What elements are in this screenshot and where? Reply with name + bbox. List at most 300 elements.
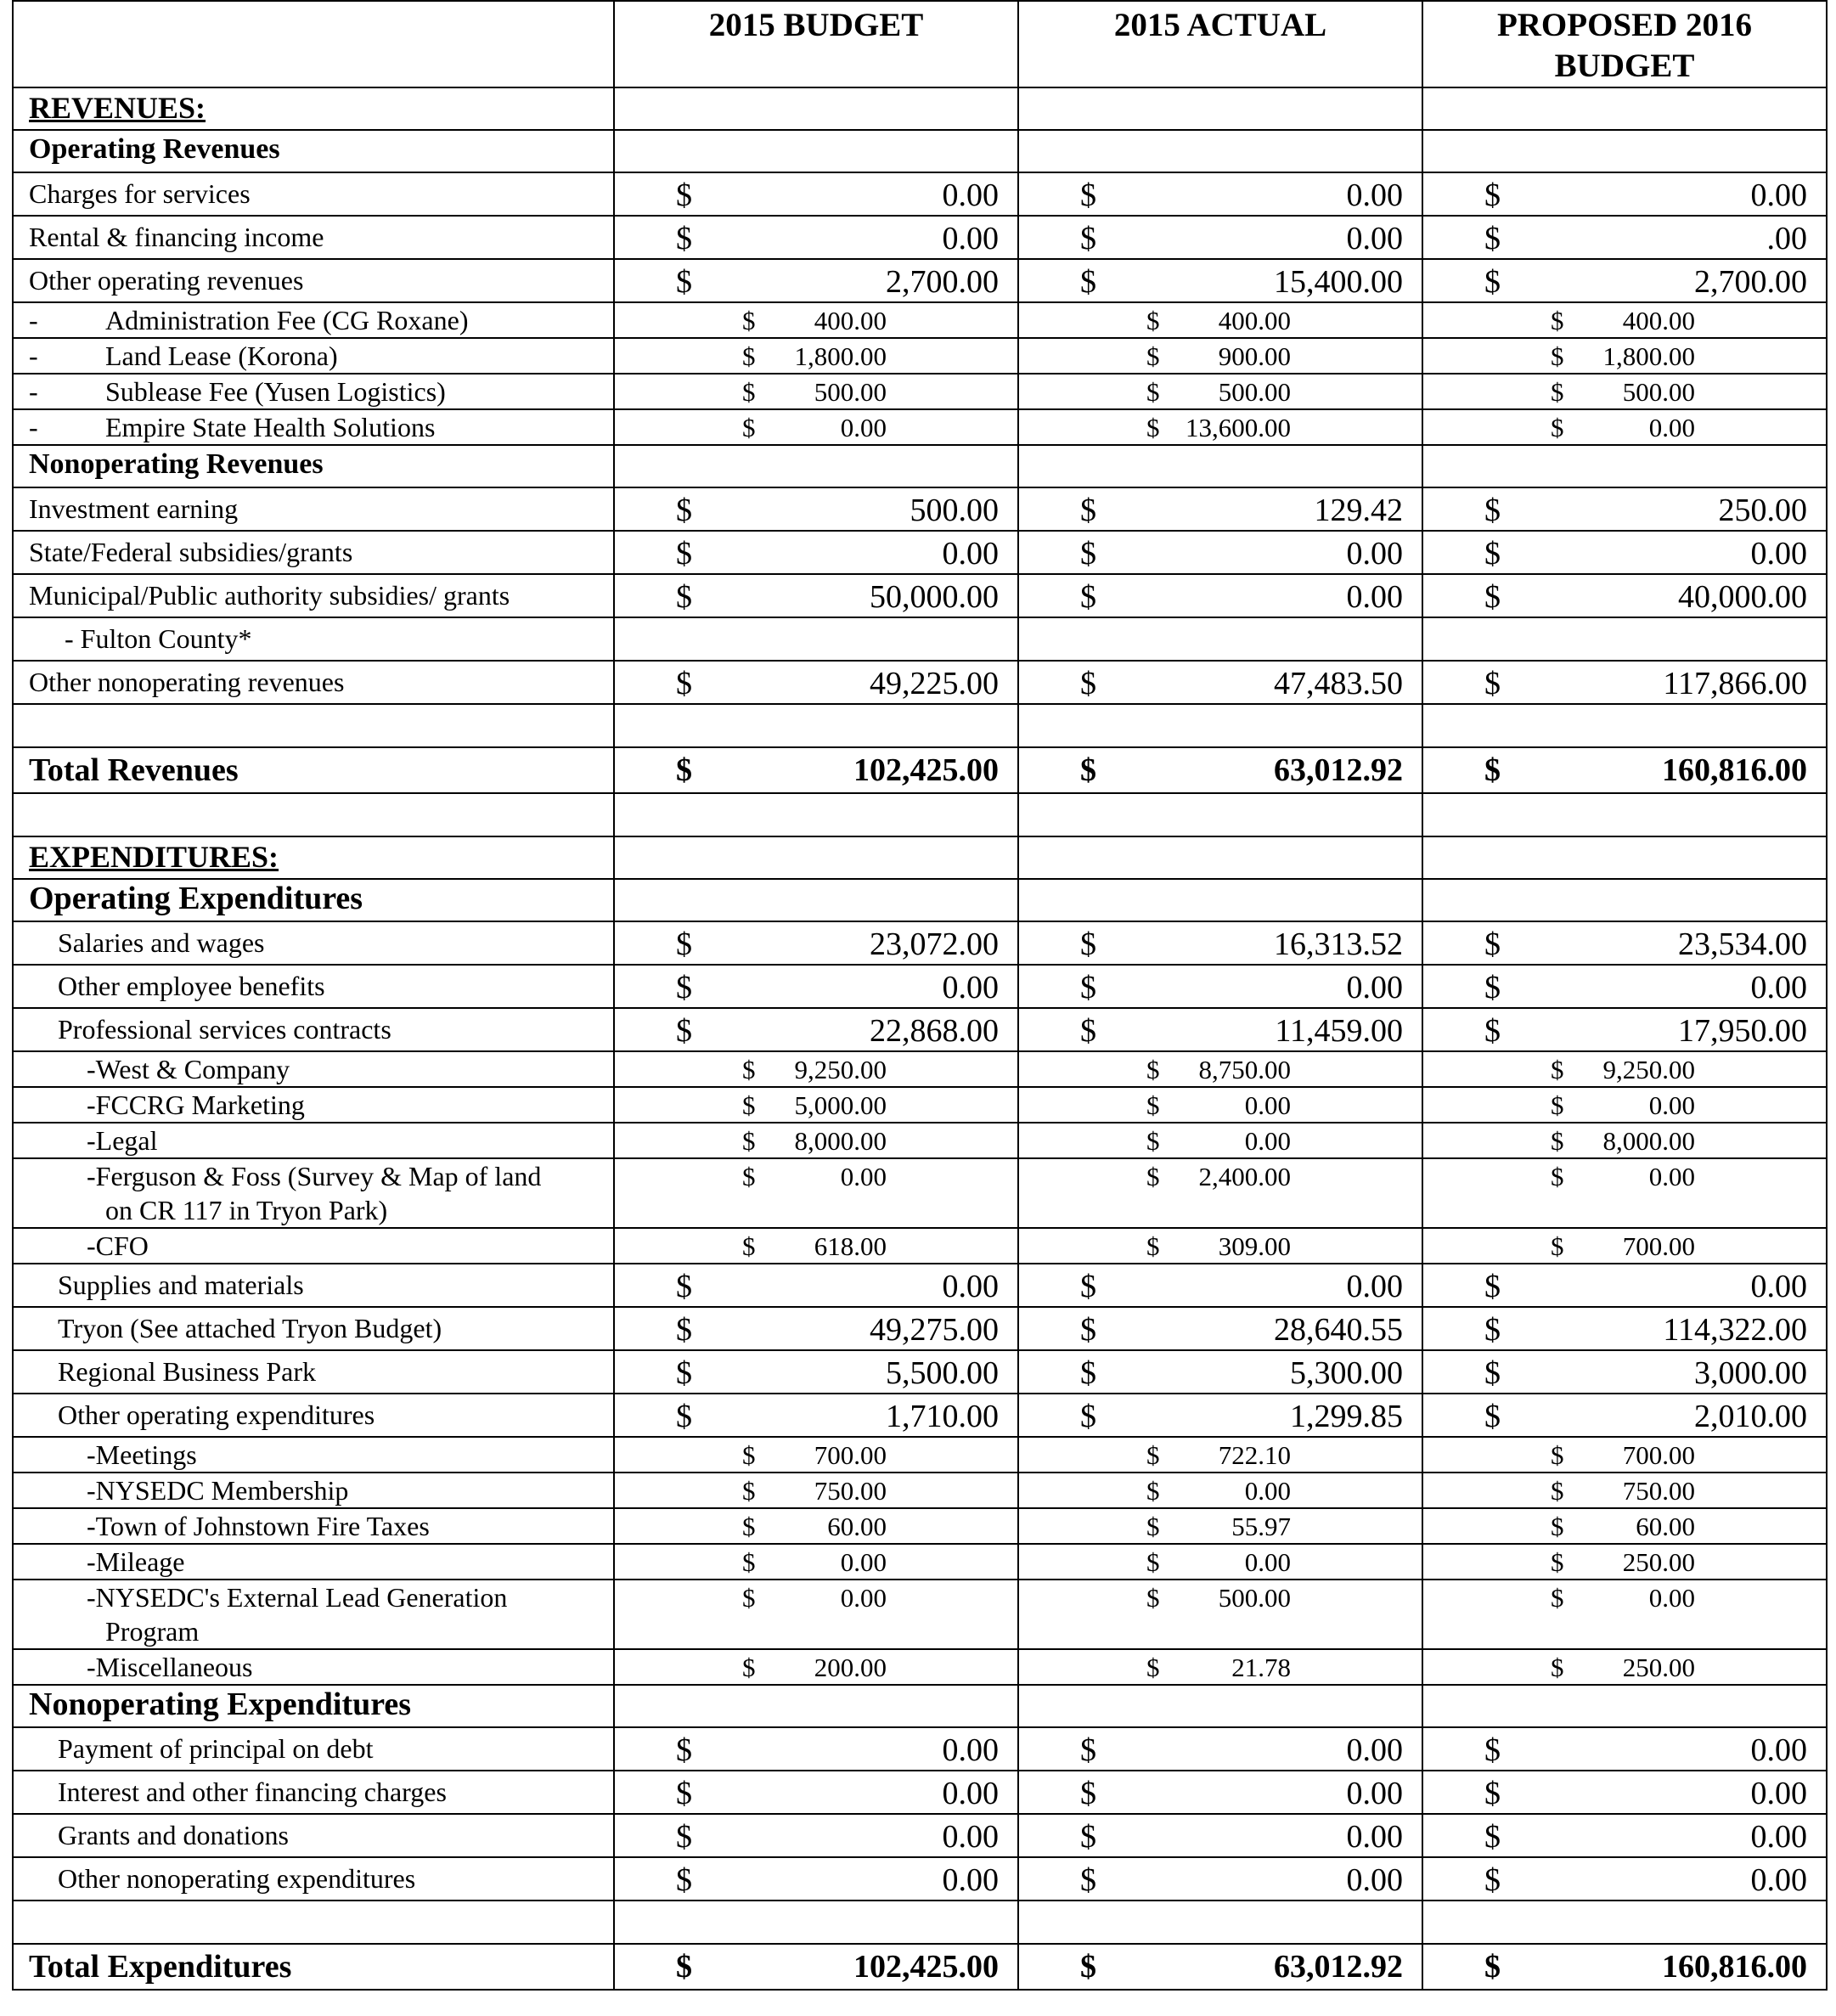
sub-item-text: Administration Fee (CG Roxane) [105, 305, 469, 335]
amount: 0.00 [1750, 1269, 1807, 1304]
value [615, 1354, 1017, 1392]
budget-table-body [13, 1, 1827, 1990]
line-item-row [13, 1814, 1827, 1857]
empty-cell [1018, 130, 1422, 172]
empty-cell [614, 836, 1018, 879]
amount: 0.00 [1244, 1476, 1291, 1506]
header-proposed-2016-text: PROPOSED 2016 BUDGET [1496, 7, 1753, 84]
expenditures-title-row [13, 836, 1827, 879]
value-cell [1018, 1394, 1422, 1437]
value-cell [1018, 374, 1422, 409]
value [615, 492, 1017, 529]
currency-symbol: $ [1146, 1583, 1160, 1613]
amount: 8,750.00 [1198, 1055, 1291, 1084]
amount: 22,868.00 [870, 1013, 999, 1049]
value [1423, 1732, 1826, 1769]
value-cell [614, 1123, 1018, 1158]
line-item-label-cell [13, 1307, 614, 1350]
value [615, 665, 1017, 702]
value [615, 1125, 1017, 1157]
line-item-label: Other nonoperating revenues [29, 667, 345, 697]
value-cell [1422, 531, 1827, 574]
currency-symbol: $ [676, 752, 692, 788]
currency-symbol: $ [1551, 1547, 1564, 1577]
amount: 1,299.85 [1290, 1399, 1403, 1434]
sub-item-label [29, 1159, 613, 1227]
value-cell [614, 1008, 1018, 1051]
value [1423, 1012, 1826, 1050]
line-item-row [13, 1264, 1827, 1307]
amount: 0.00 [1750, 177, 1807, 213]
line-item-row [13, 259, 1827, 302]
sub-item-label-cell [13, 302, 614, 338]
value [1019, 376, 1422, 408]
value [1423, 1230, 1826, 1263]
operating-expenditures-title: Operating Expenditures [29, 881, 363, 916]
amount: 750.00 [1622, 1476, 1695, 1506]
value-cell [1422, 1944, 1827, 1990]
value [615, 1311, 1017, 1349]
value [1423, 535, 1826, 572]
value-cell [1422, 487, 1827, 531]
empty-cell [1422, 1685, 1827, 1727]
amount: 102,425.00 [853, 752, 999, 788]
value-cell [614, 1580, 1018, 1649]
dash-marker: - [29, 341, 38, 371]
sub-item-label: -CFO [87, 1230, 149, 1261]
currency-symbol: $ [676, 1399, 692, 1434]
currency-symbol: $ [676, 1776, 692, 1811]
amount: 114,322.00 [1663, 1312, 1807, 1348]
value [1423, 926, 1826, 963]
amount: 0.00 [942, 536, 999, 572]
sub-item-row [13, 1544, 1827, 1580]
value [1423, 1398, 1826, 1435]
value [615, 1582, 1017, 1614]
value [615, 926, 1017, 963]
value [615, 1818, 1017, 1856]
header-2015-budget-text: 2015 BUDGET [708, 7, 924, 43]
currency-symbol: $ [1080, 1312, 1096, 1348]
empty-cell [1422, 445, 1827, 487]
value [615, 1652, 1017, 1684]
currency-symbol: $ [742, 1090, 756, 1120]
empty-cell [614, 1685, 1018, 1727]
value [1423, 1090, 1826, 1122]
value [1019, 1311, 1422, 1349]
amount: 16,313.52 [1274, 926, 1403, 962]
currency-symbol: $ [742, 377, 756, 407]
currency-symbol: $ [1484, 493, 1501, 528]
revenues-title-cell [13, 87, 614, 130]
value [615, 305, 1017, 337]
sub-item-text: Land Lease (Korona) [105, 341, 338, 371]
sub-item-row [13, 374, 1827, 409]
value-cell [1018, 172, 1422, 216]
sub-item-row [13, 1508, 1827, 1544]
value [1019, 412, 1422, 444]
value [615, 1511, 1017, 1543]
value-cell [1018, 216, 1422, 259]
value [1423, 1125, 1826, 1157]
currency-symbol: $ [1080, 579, 1096, 615]
value-cell [614, 1473, 1018, 1508]
amount: 500.00 [814, 377, 887, 407]
amount: 60.00 [1636, 1512, 1695, 1541]
budget-table [12, 0, 1828, 1991]
empty-cell [1422, 1901, 1827, 1944]
currency-symbol: $ [1146, 1547, 1160, 1577]
currency-symbol: $ [1146, 1090, 1160, 1120]
value [1019, 220, 1422, 257]
empty-cell [1422, 793, 1827, 836]
line-item-label-cell [13, 487, 614, 531]
value-cell [614, 1814, 1018, 1857]
total-expenditures-row [13, 1944, 1827, 1990]
value-cell [1422, 1814, 1827, 1857]
value [615, 177, 1017, 214]
value-cell [614, 1649, 1018, 1685]
empty-cell [1018, 1685, 1422, 1727]
value [1423, 1475, 1826, 1507]
currency-symbol: $ [1080, 1355, 1096, 1391]
amount: 900.00 [1218, 341, 1291, 371]
currency-symbol: $ [742, 1653, 756, 1682]
empty-cell [1422, 704, 1827, 747]
value-cell [1018, 1771, 1422, 1814]
value [615, 1161, 1017, 1193]
currency-symbol: $ [1551, 413, 1564, 442]
currency-symbol: $ [1484, 1399, 1501, 1434]
value-cell [1422, 172, 1827, 216]
nonoperating-revenues-title: Nonoperating Revenues [29, 448, 324, 480]
amount: 8,000.00 [794, 1126, 887, 1156]
value-cell [1422, 1264, 1827, 1307]
line-item-label-cell [13, 531, 614, 574]
sub-item-label [29, 1580, 613, 1648]
currency-symbol: $ [676, 536, 692, 572]
currency-symbol: $ [1146, 1126, 1160, 1156]
value-cell [614, 1771, 1018, 1814]
blank-cell [13, 1901, 614, 1944]
amount: 1,800.00 [794, 341, 887, 371]
amount: 0.00 [942, 1819, 999, 1855]
amount: 0.00 [1244, 1126, 1291, 1156]
value [1423, 1946, 1826, 1987]
currency-symbol: $ [1484, 1355, 1501, 1391]
value-cell [614, 374, 1018, 409]
value-cell [1018, 747, 1422, 793]
sub-item-label-cell [13, 1228, 614, 1264]
value [1019, 1090, 1422, 1122]
value-cell [1018, 1727, 1422, 1771]
value [1019, 1354, 1422, 1392]
amount: 0.00 [1346, 579, 1403, 615]
value [615, 1398, 1017, 1435]
value-cell [1422, 1580, 1827, 1649]
sub-item-label-line2: on CR 117 in Tryon Park) [105, 1195, 388, 1225]
amount: 0.00 [942, 1269, 999, 1304]
value [1019, 1054, 1422, 1086]
operating-revenues-title: Operating Revenues [29, 133, 280, 165]
value-cell [1422, 747, 1827, 793]
amount: 40,000.00 [1678, 579, 1807, 615]
value-cell [1018, 1814, 1422, 1857]
line-item-row [13, 1350, 1827, 1394]
sub-item-row [13, 1228, 1827, 1264]
currency-symbol: $ [1484, 1862, 1501, 1898]
value [1423, 969, 1826, 1006]
value-cell [614, 574, 1018, 617]
value-cell [614, 216, 1018, 259]
total-expenditures-label: Total Expenditures [29, 1949, 292, 1985]
value [1423, 492, 1826, 529]
line-item-label: Regional Business Park [58, 1356, 316, 1387]
sub-item-label-cell [13, 1123, 614, 1158]
value-cell [1018, 1264, 1422, 1307]
value [1019, 535, 1422, 572]
line-item-label-cell [13, 1771, 614, 1814]
line-item-label: Payment of principal on debt [58, 1733, 374, 1764]
currency-symbol: $ [1484, 970, 1501, 1005]
currency-symbol: $ [1146, 1512, 1160, 1541]
currency-symbol: $ [742, 1512, 756, 1541]
line-item-row [13, 921, 1827, 965]
value [1019, 1125, 1422, 1157]
line-item-label: Other operating revenues [29, 265, 304, 296]
currency-symbol: $ [676, 264, 692, 300]
line-item-label-cell [13, 661, 614, 704]
value-cell [614, 1437, 1018, 1473]
value-cell [1018, 965, 1422, 1008]
value [1019, 1439, 1422, 1472]
sub-item-text: Empire State Health Solutions [105, 412, 436, 442]
header-row [13, 1, 1827, 87]
currency-symbol: $ [1484, 177, 1501, 213]
line-item-row [13, 1008, 1827, 1051]
amount: 129.42 [1314, 493, 1403, 528]
amount: 500.00 [910, 493, 999, 528]
amount: 0.00 [1648, 1162, 1695, 1191]
currency-symbol: $ [1146, 1440, 1160, 1470]
value-cell [614, 747, 1018, 793]
value-cell [1422, 921, 1827, 965]
currency-symbol: $ [676, 926, 692, 962]
amount: 700.00 [1622, 1440, 1695, 1470]
amount: .00 [1766, 221, 1807, 256]
currency-symbol: $ [1484, 221, 1501, 256]
currency-symbol: $ [742, 341, 756, 371]
sub-item-label [14, 303, 613, 337]
amount: 0.00 [840, 1583, 887, 1613]
amount: 17,950.00 [1678, 1013, 1807, 1049]
currency-symbol: $ [1080, 1732, 1096, 1768]
amount: 49,225.00 [870, 666, 999, 701]
value [1019, 341, 1422, 373]
currency-symbol: $ [676, 493, 692, 528]
value [615, 1090, 1017, 1122]
empty-cell [1422, 617, 1827, 661]
amount: 0.00 [942, 970, 999, 1005]
amount: 500.00 [1218, 377, 1291, 407]
currency-symbol: $ [1551, 1162, 1564, 1191]
currency-symbol: $ [676, 221, 692, 256]
currency-symbol: $ [1484, 1819, 1501, 1855]
value [1423, 750, 1826, 791]
value-cell [1018, 1228, 1422, 1264]
sub-item-row [13, 1437, 1827, 1473]
currency-symbol: $ [1484, 926, 1501, 962]
value-cell [1018, 661, 1422, 704]
currency-symbol: $ [1080, 221, 1096, 256]
line-item-row [13, 1857, 1827, 1901]
total-revenues-row [13, 747, 1827, 793]
currency-symbol: $ [1551, 1126, 1564, 1156]
currency-symbol: $ [1551, 1231, 1564, 1261]
amount: 0.00 [942, 1732, 999, 1768]
amount: 23,534.00 [1678, 926, 1807, 962]
amount: 0.00 [942, 1862, 999, 1898]
value [1019, 1268, 1422, 1305]
value [1019, 177, 1422, 214]
value-cell [1018, 1437, 1422, 1473]
amount: 0.00 [1750, 1732, 1807, 1768]
line-item-label-cell [13, 1264, 614, 1307]
header-2015-budget [614, 1, 1018, 87]
blank-row [13, 1901, 1827, 1944]
amount: 21.78 [1231, 1653, 1291, 1682]
value [1019, 1946, 1422, 1987]
value-cell [1422, 259, 1827, 302]
value-cell [1422, 1394, 1827, 1437]
header-2015-actual-text: 2015 ACTUAL [1113, 7, 1327, 43]
currency-symbol: $ [1080, 1949, 1096, 1985]
currency-symbol: $ [1146, 1231, 1160, 1261]
line-item-label: Other nonoperating expenditures [58, 1863, 416, 1894]
value-cell [614, 302, 1018, 338]
operating-revenues-title-cell [13, 130, 614, 172]
value [1423, 1652, 1826, 1684]
value [615, 1775, 1017, 1812]
value-cell [1018, 1123, 1422, 1158]
empty-cell [1018, 879, 1422, 921]
sub-item-label-cell [13, 1437, 614, 1473]
empty-cell [614, 130, 1018, 172]
value-cell [1422, 338, 1827, 374]
sub-item-label-cell [13, 409, 614, 445]
sub-item-label-cell [13, 1544, 614, 1580]
currency-symbol: $ [676, 1732, 692, 1768]
line-item-row [13, 1771, 1827, 1814]
currency-symbol: $ [742, 306, 756, 335]
sub-item-row [13, 409, 1827, 445]
blank-cell [13, 704, 614, 747]
value-cell [1018, 1307, 1422, 1350]
currency-symbol: $ [1484, 579, 1501, 615]
value [1423, 220, 1826, 257]
value [1019, 1161, 1422, 1193]
value-cell [614, 1857, 1018, 1901]
value [615, 1861, 1017, 1899]
operating-expenditures-title-row [13, 879, 1827, 921]
value-cell [1018, 1350, 1422, 1394]
currency-symbol: $ [676, 1819, 692, 1855]
line-item-label: Other employee benefits [58, 971, 325, 1001]
currency-symbol: $ [742, 1231, 756, 1261]
sub-item-label-cell [13, 1649, 614, 1685]
amount: 0.00 [1346, 536, 1403, 572]
amount: 15,400.00 [1274, 264, 1403, 300]
value-cell [1018, 1857, 1422, 1901]
value-cell [1422, 1228, 1827, 1264]
sub-item-label: -West & Company [87, 1054, 290, 1084]
line-item-label-cell [13, 921, 614, 965]
sub-item-label-cell [13, 1508, 614, 1544]
value-cell [1018, 1087, 1422, 1123]
value [615, 1012, 1017, 1050]
sub-item-label-cell [13, 1158, 614, 1228]
value-cell [1018, 1473, 1422, 1508]
line-item-row [13, 487, 1827, 531]
currency-symbol: $ [1484, 666, 1501, 701]
empty-cell [1018, 704, 1422, 747]
value [615, 1054, 1017, 1086]
sub-item-label: -Town of Johnstown Fire Taxes [87, 1511, 430, 1541]
value [1019, 492, 1422, 529]
empty-cell [1422, 87, 1827, 130]
empty-cell [614, 704, 1018, 747]
currency-symbol: $ [1484, 1312, 1501, 1348]
currency-symbol: $ [1080, 1013, 1096, 1049]
value [615, 1230, 1017, 1263]
value-cell [1422, 1727, 1827, 1771]
currency-symbol: $ [1484, 264, 1501, 300]
line-item-label-cell [13, 965, 614, 1008]
amount: 400.00 [1622, 306, 1695, 335]
currency-symbol: $ [1146, 1653, 1160, 1682]
amount: 13,600.00 [1186, 413, 1291, 442]
currency-symbol: $ [1080, 1269, 1096, 1304]
currency-symbol: $ [1551, 1583, 1564, 1613]
currency-symbol: $ [1080, 1819, 1096, 1855]
fulton-county-label: - Fulton County* [65, 623, 252, 654]
value-cell [1422, 1158, 1827, 1228]
sub-item-label [14, 410, 613, 444]
currency-symbol: $ [1080, 264, 1096, 300]
amount: 0.00 [942, 221, 999, 256]
value-cell [1422, 1087, 1827, 1123]
value [1423, 1818, 1826, 1856]
value-cell [614, 172, 1018, 216]
line-item-label-cell [13, 1350, 614, 1394]
operating-expenditures-title-cell [13, 879, 614, 921]
sub-item-row [13, 1123, 1827, 1158]
dash-marker: - [29, 305, 38, 335]
nonoperating-expenditures-title-cell [13, 1685, 614, 1727]
currency-symbol: $ [1146, 1055, 1160, 1084]
dash-marker: - [29, 412, 38, 442]
sub-item-label: -Mileage [87, 1546, 185, 1577]
currency-symbol: $ [742, 413, 756, 442]
value-cell [1422, 1437, 1827, 1473]
line-item-label-cell [13, 216, 614, 259]
value-cell [1018, 338, 1422, 374]
value-cell [614, 1544, 1018, 1580]
value-cell [1018, 574, 1422, 617]
expenditures-title: EXPENDITURES: [29, 840, 279, 874]
sub-item-label-cell [13, 1087, 614, 1123]
currency-symbol: $ [1146, 1476, 1160, 1506]
